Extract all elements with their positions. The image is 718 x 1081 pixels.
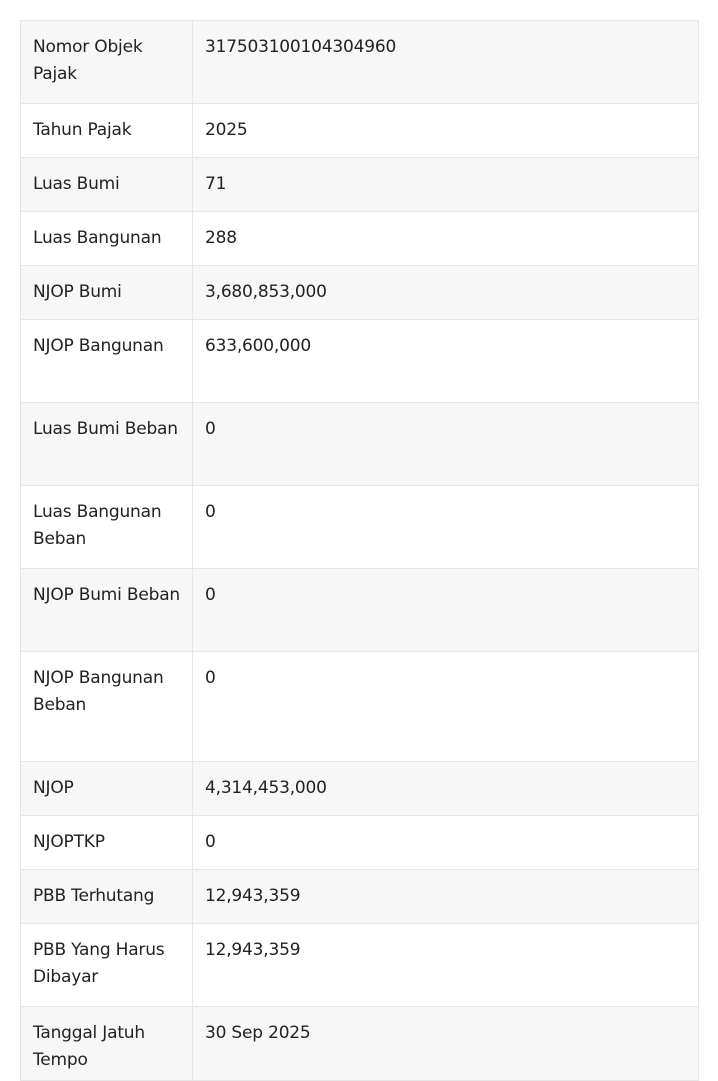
table-row xyxy=(21,816,699,870)
row-label: Luas Bumi xyxy=(21,158,193,212)
row-value: 317503100104304960 xyxy=(193,21,699,104)
row-value: 633,600,000 xyxy=(193,320,699,403)
row-value: 0 xyxy=(193,486,699,569)
row-value: 30 Sep 2025 xyxy=(193,1007,699,1081)
row-value: 0 xyxy=(193,652,699,762)
row-value: 4,314,453,000 xyxy=(193,762,699,816)
row-label: NJOP Bumi xyxy=(21,266,193,320)
row-label: PBB Terhutang xyxy=(21,870,193,924)
row-value: 0 xyxy=(193,403,699,486)
table-row xyxy=(21,924,699,1007)
table-row xyxy=(21,569,699,652)
row-label: Nomor Objek Pajak xyxy=(21,21,193,104)
row-label: NJOPTKP xyxy=(21,816,193,870)
table-row xyxy=(21,320,699,403)
row-value: 71 xyxy=(193,158,699,212)
table-row xyxy=(21,870,699,924)
row-value: 0 xyxy=(193,816,699,870)
row-value: 3,680,853,000 xyxy=(193,266,699,320)
table-row xyxy=(21,1007,699,1081)
table-row xyxy=(21,486,699,569)
row-label: Luas Bangunan Beban xyxy=(21,486,193,569)
table-row xyxy=(21,266,699,320)
table-row xyxy=(21,158,699,212)
row-value: 2025 xyxy=(193,104,699,158)
table-row xyxy=(21,652,699,762)
table-row xyxy=(21,212,699,266)
row-label: NJOP xyxy=(21,762,193,816)
table-row xyxy=(21,762,699,816)
table-row xyxy=(21,104,699,158)
row-label: PBB Yang Harus Dibayar xyxy=(21,924,193,1007)
row-label: Luas Bangunan xyxy=(21,212,193,266)
row-value: 12,943,359 xyxy=(193,924,699,1007)
row-label: NJOP Bangunan Beban xyxy=(21,652,193,762)
row-label: Tanggal Jatuh Tempo xyxy=(21,1007,193,1081)
table-row xyxy=(21,403,699,486)
row-value: 0 xyxy=(193,569,699,652)
row-label: NJOP Bangunan xyxy=(21,320,193,403)
tax-object-details xyxy=(20,20,698,1081)
table-row xyxy=(21,21,699,104)
row-label: Luas Bumi Beban xyxy=(21,403,193,486)
row-value: 288 xyxy=(193,212,699,266)
row-value: 12,943,359 xyxy=(193,870,699,924)
row-label: Tahun Pajak xyxy=(21,104,193,158)
tax-details-table xyxy=(20,20,699,1081)
row-label: NJOP Bumi Beban xyxy=(21,569,193,652)
